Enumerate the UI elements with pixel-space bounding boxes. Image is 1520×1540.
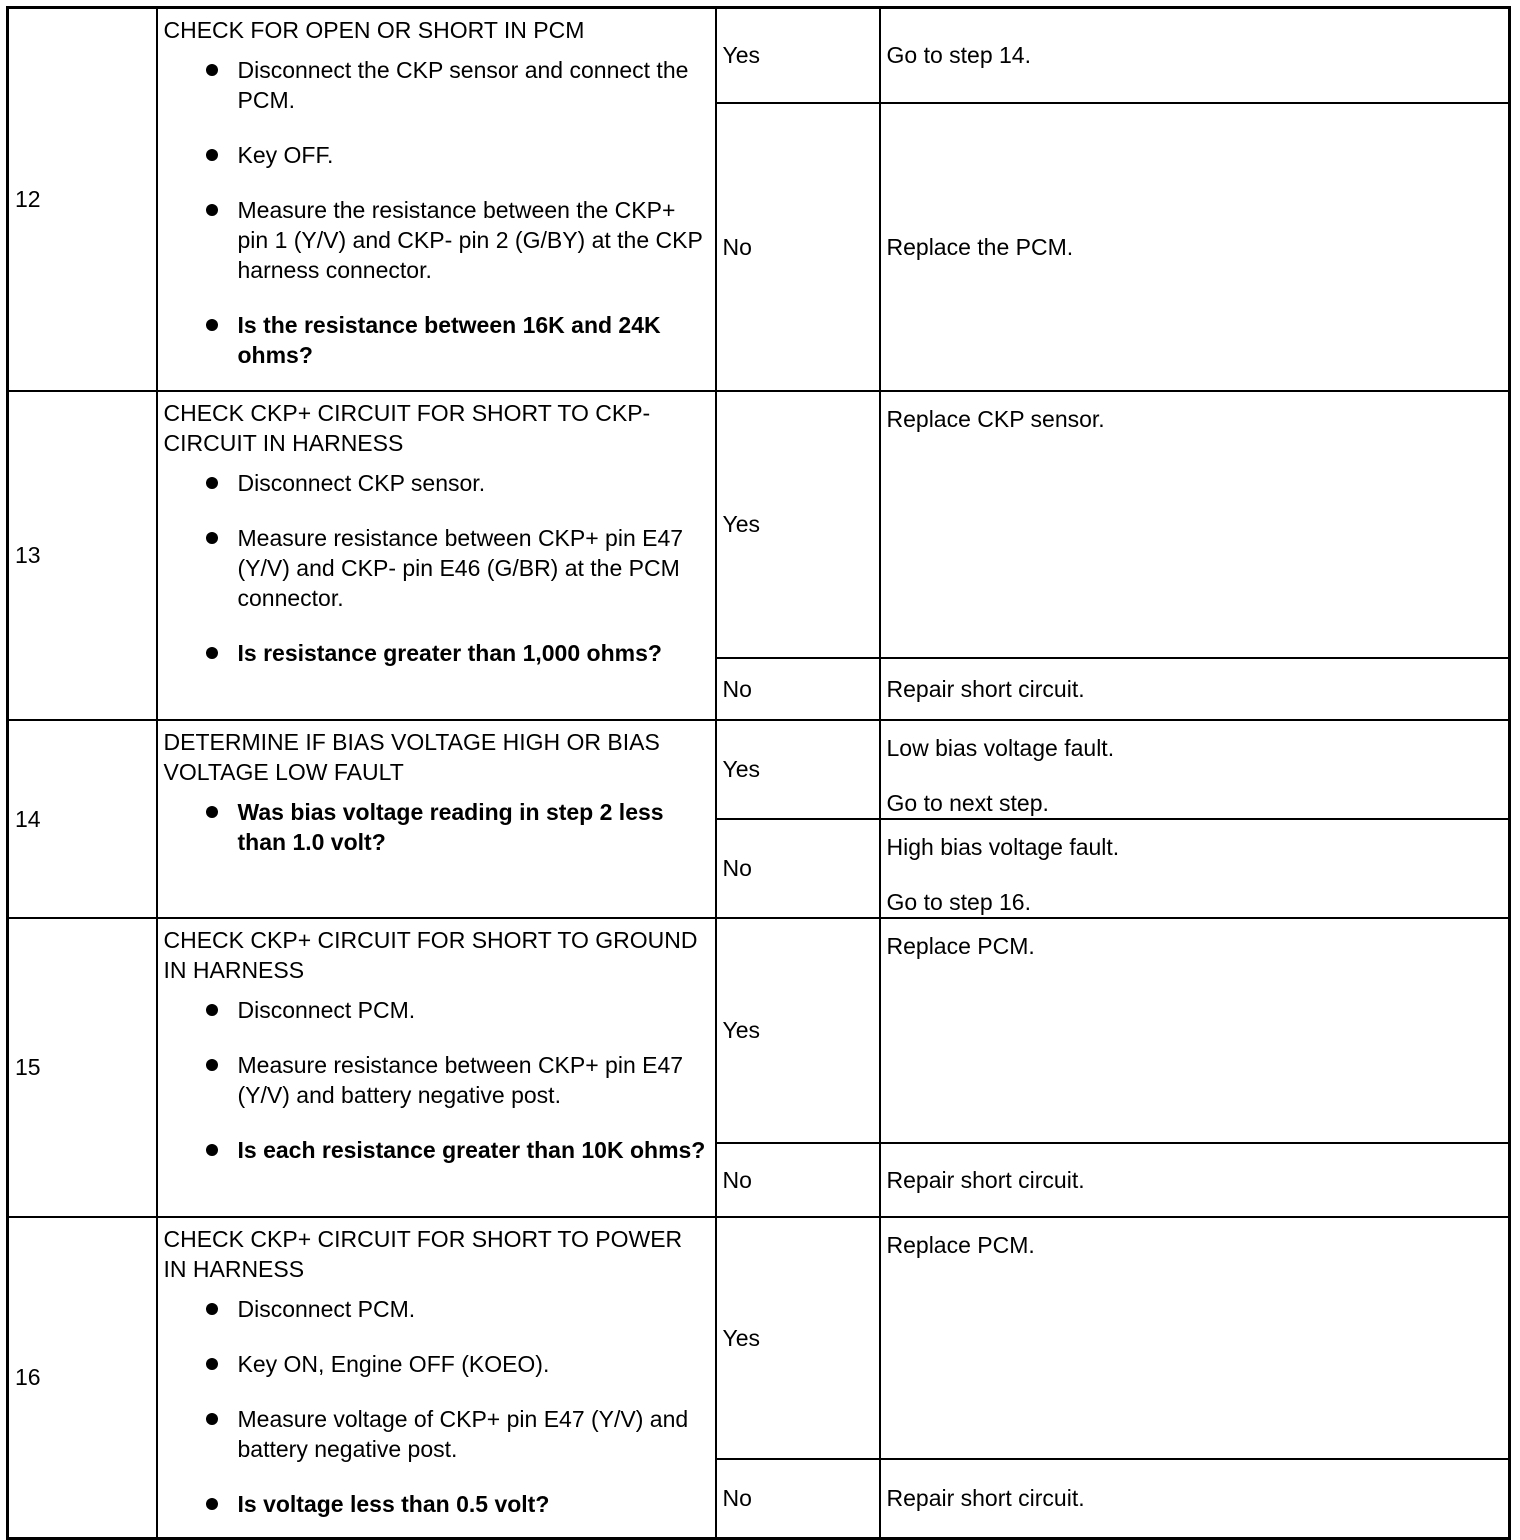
no-result [880,103,1510,391]
action-item: Key ON, Engine OFF (KOEO). [238,1349,709,1379]
result-text: Repair short circuit. [886,1166,1085,1193]
action-item: Disconnect CKP sensor. [238,468,709,498]
yes-label: Yes [716,720,880,819]
no-result [880,1459,1510,1539]
action-item: Disconnect PCM. [238,1294,709,1324]
action-question: Is the resistance between 16K and 24K ohms? [238,310,709,370]
step-row-16 [8,1217,1510,1459]
check-title: DETERMINE IF BIAS VOLTAGE HIGH OR BIAS VOLTAGE LOW FAULT [163,728,660,785]
action-item: Disconnect the CKP sensor and connect the PCM. [238,55,709,115]
action-question: Is each resistance greater than 10K ohms? [238,1135,709,1165]
diagnostic-procedure-table [6,6,1511,1540]
yes-label: Yes [716,918,880,1143]
no-result [880,819,1510,918]
check-title: CHECK CKP+ CIRCUIT FOR SHORT TO GROUND IN HARNESS [163,926,698,983]
no-label: No [716,658,880,720]
check-title: CHECK CKP+ CIRCUIT FOR SHORT TO CKP- CIRCUIT IN HARNESS [163,399,651,456]
step-row-14 [8,720,1510,819]
action-item: Disconnect PCM. [238,995,709,1025]
result-text: Replace PCM. [886,932,1035,959]
step-number: 12 [8,8,157,391]
action-item: Measure the resistance between the CKP+ pin 1 (Y/V) and CKP- pin 2 (G/BY) at the CKP harness connector. [238,195,709,285]
action-item: Measure resistance between CKP+ pin E47 (Y/V) and CKP- pin E46 (G/BR) at the PCM connector. [238,523,709,613]
result-text: Low bias voltage fault. [886,734,1115,761]
yes-result [880,391,1510,658]
action-item: Measure resistance between CKP+ pin E47 (Y/V) and battery negative post. [238,1050,709,1110]
no-label: No [716,1143,880,1217]
no-label: No [716,1459,880,1539]
no-label: No [716,819,880,918]
no-label: No [716,103,880,391]
result-text: Go to step 14. [886,42,1031,69]
yes-label: Yes [716,1217,880,1459]
result-text: Replace CKP sensor. [886,405,1105,432]
action-question: Is resistance greater than 1,000 ohms? [238,638,709,668]
step-action [157,918,716,1217]
result-text: Repair short circuit. [886,1485,1085,1512]
step-row-13 [8,391,1510,658]
step-number: 16 [8,1217,157,1539]
action-list [164,468,709,668]
yes-label: Yes [716,8,880,103]
step-number: 15 [8,918,157,1217]
step-action [157,8,716,391]
step-row-12 [8,8,1510,103]
action-item: Measure voltage of CKP+ pin E47 (Y/V) and battery negative post. [238,1404,709,1464]
action-list [164,1294,709,1519]
action-list [164,55,709,370]
result-text: Repair short circuit. [886,675,1085,702]
action-list [164,995,709,1165]
step-action [157,720,716,918]
yes-label: Yes [716,391,880,658]
result-text: Go to next step. [886,789,1049,816]
result-text: Replace PCM. [886,1231,1035,1258]
action-question: Was bias voltage reading in step 2 less than 1.0 volt? [238,797,709,857]
action-list [164,797,709,857]
yes-result [880,1217,1510,1459]
action-question: Is voltage less than 0.5 volt? [238,1489,709,1519]
action-item: Key OFF. [238,140,709,170]
check-title: CHECK CKP+ CIRCUIT FOR SHORT TO POWER IN HARNESS [163,1225,683,1282]
result-text: High bias voltage fault. [886,833,1120,860]
no-result [880,1143,1510,1217]
no-result [880,658,1510,720]
step-row-15 [8,918,1510,1143]
step-number: 13 [8,391,157,720]
step-action [157,391,716,720]
yes-result [880,720,1510,819]
yes-result [880,918,1510,1143]
step-number: 14 [8,720,157,918]
result-text: Go to step 16. [886,888,1031,915]
step-action [157,1217,716,1539]
yes-result [880,8,1510,103]
result-text: Replace the PCM. [886,233,1074,260]
check-title: CHECK FOR OPEN OR SHORT IN PCM [163,17,585,43]
